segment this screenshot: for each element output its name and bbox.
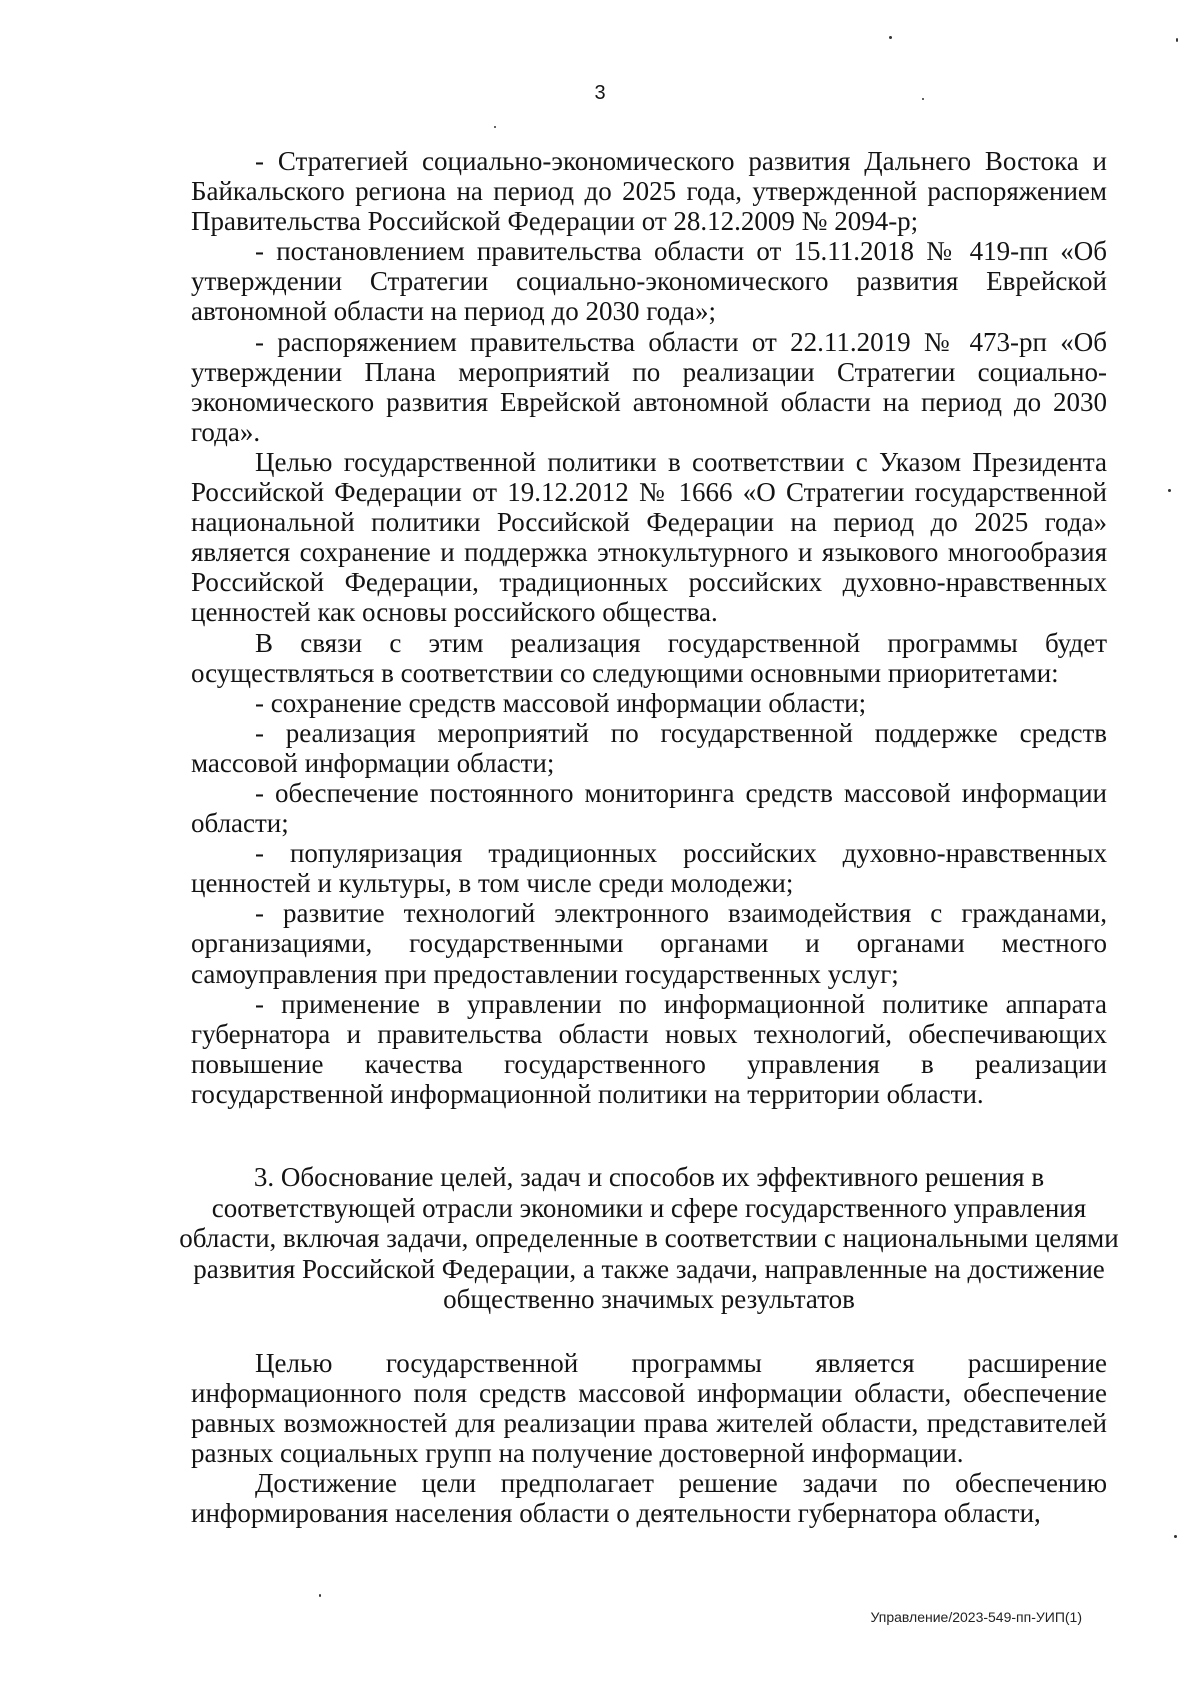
paragraph: - распоряжением правительства области от 22.11.2019 № 473-рп «Об утверждении Плана мероприятий по реализации Стратегии социально-экономического развития Еврейской автономной области на период до 2030 года». — [191, 326, 1107, 447]
scan-speck — [494, 126, 496, 128]
page-number: 3 — [594, 82, 606, 104]
body-text-upper — [191, 146, 1107, 1109]
scan-speck — [922, 98, 924, 100]
paragraph: - обеспечение постоянного мониторинга средств массовой информации области; — [191, 777, 1107, 839]
paragraph: - применение в управлении по информационной политике аппарата губернатора и правительства области новых технологий, обеспечивающих повышение качества государственного управления в реализации государственной информационной политики на территории области. — [191, 988, 1107, 1109]
paragraph: - развитие технологий электронного взаимодействия с гражданами, организациями, государственными органами и органами местного самоуправления при предоставлении государственных услуг; — [191, 898, 1107, 989]
scan-speck — [1168, 489, 1171, 492]
paragraph: - популяризация традиционных российских духовно-нравственных ценностей и культуры, в том числе среди молодежи; — [191, 838, 1107, 899]
paragraph: - постановлением правительства области от 15.11.2018 № 419-пп «Об утверждении Стратегии социально-экономического развития Еврейской автономной области на период до 2030 года»; — [191, 236, 1107, 327]
paragraph: Достижение цели предполагает решение задачи по обеспечению информирования населения области о деятельности губернатора области, — [191, 1468, 1107, 1529]
scan-speck — [1176, 38, 1178, 42]
paragraph: Целью государственной политики в соответствии с Указом Президента Российской Федерации от 19.12.2012 № 1666 «О Стратегии государственной национальной политики Российской Федерации на период до 2025 года» является сохранение и поддержка этнокультурного и языкового многообразия Российской Федерации, традиционных российских духовно-нравственных ценностей как основы российского общества. — [191, 446, 1107, 628]
section-heading: 3. Обоснование целей, задач и способов их эффективного решения в соответствующей отрасли экономики и сфере государственного управления области, включая задачи, определенные в соответствии с национальными целями развития Российской Федерации, а также задачи, направленные на достижение общественно значимых результатов — [179, 1162, 1119, 1314]
paragraph: - Стратегией социально-экономического развития Дальнего Востока и Байкальского региона на период до 2025 года, утвержденной распоряжением Правительства Российской Федерации от 28.12.2009 № 2094-р; — [191, 146, 1107, 237]
paragraph: - реализация мероприятий по государственной поддержке средств массовой информации области; — [191, 717, 1107, 778]
document-reference-footer: Управление/2023-549-пп-УИП(1) — [870, 1609, 1082, 1625]
paragraph: Целью государственной программы является расширение информационного поля средств массовой информации области, обеспечение равных возможностей для реализации права жителей области, представителей разных социальных групп на получение достоверной информации. — [191, 1348, 1107, 1469]
body-text-lower — [191, 1348, 1107, 1529]
scan-speck — [889, 36, 892, 39]
scan-speck — [1174, 1535, 1177, 1538]
paragraph: - сохранение средств массовой информации области; — [255, 687, 867, 718]
scan-speck — [319, 1594, 321, 1597]
paragraph: В связи с этим реализация государственной программы будет осуществляться в соответствии со следующими основными приоритетами: — [191, 627, 1107, 688]
